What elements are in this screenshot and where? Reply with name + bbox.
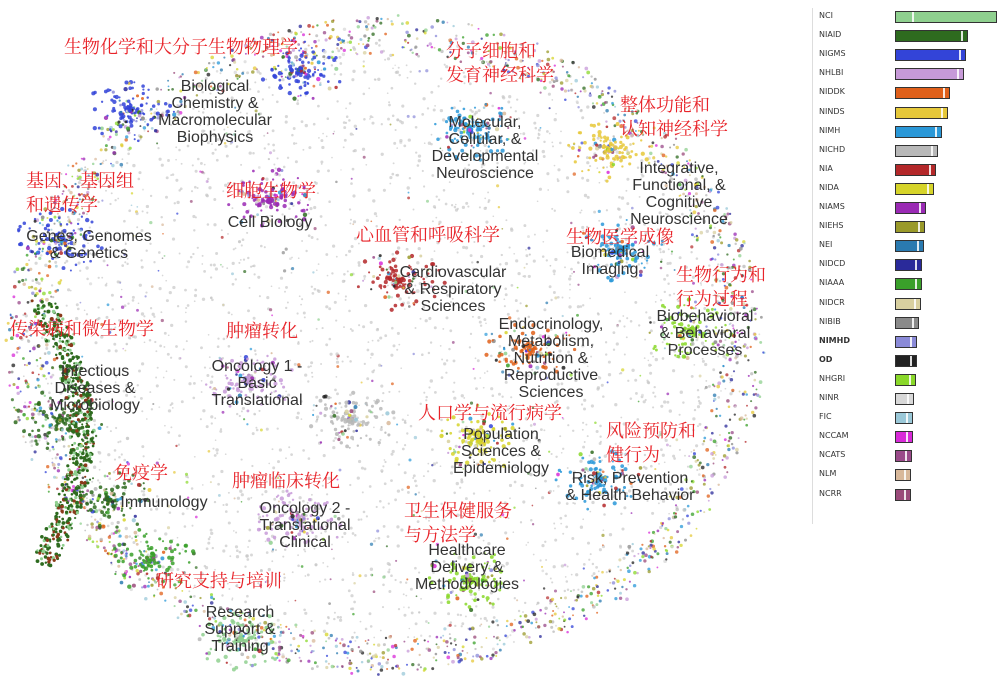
legend-bar-marker: [907, 394, 909, 404]
cluster-label-zh-risk-prevention: 风险预防和 健行为: [606, 421, 696, 466]
legend-bar-marker: [961, 31, 963, 41]
legend-bar-marker: [909, 375, 911, 385]
legend-label: NINDS: [819, 106, 845, 116]
legend-label: NEI: [819, 240, 833, 250]
legend-item-nidcd[interactable]: [813, 256, 1003, 275]
cluster-label-biobehavioral: Biobehavioral & Behavioral Processes: [656, 308, 754, 359]
cluster-label-biological-chemistry: Biological Chemistry & Macromolecular Biophysics: [158, 78, 272, 146]
legend-item-nigms[interactable]: [813, 46, 1003, 65]
legend-label: NCI: [819, 11, 833, 20]
legend-item-niams[interactable]: [813, 199, 1003, 218]
legend-bar: [895, 107, 948, 119]
institute-legend: [812, 8, 1006, 524]
cluster-label-biomedical-imaging: Biomedical Imaging: [570, 244, 650, 278]
legend-label: NIAAA: [819, 278, 845, 288]
cluster-label-infectious-diseases: Infectious Diseases & Microbiology: [50, 363, 140, 414]
legend-item-niehs[interactable]: [813, 218, 1003, 237]
legend-bar-marker: [941, 108, 943, 118]
legend-bar: [895, 259, 922, 271]
legend-item-fic[interactable]: [813, 409, 1003, 428]
legend-bar: [895, 87, 950, 99]
cluster-label-zh-molecular-neuroscience: 分子细胞和 发育神经科学: [446, 41, 554, 86]
legend-bar-marker: [904, 490, 906, 500]
legend-item-od[interactable]: [813, 352, 1003, 371]
cluster-label-genes-genomes: Genes, Genomes & Genetics: [26, 228, 152, 262]
legend-item-nida[interactable]: [813, 180, 1003, 199]
legend-item-nibib[interactable]: [813, 314, 1003, 333]
legend-label: NIMH: [819, 125, 841, 135]
legend-bar-marker: [935, 127, 937, 137]
cluster-label-zh-immunology: 免疫学: [114, 463, 168, 484]
cluster-label-oncology-2: Oncology 2 - Translational Clinical: [259, 500, 351, 551]
legend-bar: [895, 336, 917, 348]
legend-item-ninds[interactable]: [813, 104, 1003, 123]
legend-item-niaid[interactable]: [813, 27, 1003, 46]
legend-item-nei[interactable]: [813, 237, 1003, 256]
legend-label: NIAMS: [819, 202, 845, 211]
legend-label: NIA: [819, 163, 833, 173]
legend-bar: [895, 374, 916, 386]
cluster-label-zh-genes-genomes: 基因、基因组 和遗传学: [26, 171, 134, 216]
cluster-label-cell-biology: Cell Biology: [227, 214, 313, 231]
legend-label: NINR: [819, 393, 839, 402]
legend-bar: [895, 469, 911, 481]
legend-bar: [895, 126, 942, 138]
legend-label: NIEHS: [819, 221, 844, 231]
legend-bar: [895, 11, 997, 23]
legend-bar: [895, 30, 968, 42]
legend-bar-marker: [910, 356, 912, 366]
legend-label: NIAID: [819, 30, 842, 40]
legend-label: NIMHD: [819, 335, 850, 345]
legend-item-niaaa[interactable]: [813, 275, 1003, 294]
cluster-label-zh-biomedical-imaging: 生物医学成像: [566, 227, 674, 248]
legend-bar-marker: [919, 203, 921, 213]
legend-item-nimhd[interactable]: [813, 333, 1003, 352]
legend-label: NIDCR: [819, 297, 845, 307]
legend-label: NHLBI: [819, 68, 844, 78]
legend-bar-marker: [915, 279, 917, 289]
legend-bar-marker: [929, 165, 931, 175]
cluster-label-immunology: Immunology: [120, 494, 208, 511]
legend-item-nia[interactable]: [813, 161, 1003, 180]
legend-label: NIDA: [819, 182, 839, 192]
legend-label: NIDDK: [819, 87, 845, 97]
legend-bar-marker: [912, 12, 914, 22]
legend-bar-marker: [918, 222, 920, 232]
legend-item-nhgri[interactable]: [813, 371, 1003, 390]
cluster-label-zh-oncology-1: 肿瘤转化: [226, 321, 298, 342]
legend-label: NCRR: [819, 488, 842, 498]
legend-bar-marker: [914, 299, 916, 309]
legend-item-ncats[interactable]: [813, 447, 1003, 466]
cluster-label-zh-integrative-neuroscience: 整体功能和 认知神经科学: [620, 95, 728, 140]
legend-bar-marker: [959, 50, 961, 60]
cluster-label-zh-biological-chemistry: 生物化学和大分子生物物理学: [64, 37, 298, 58]
cluster-label-population-sciences: Population Sciences & Epidemiology: [452, 426, 550, 477]
legend-item-nci[interactable]: [813, 8, 1003, 27]
legend-bar-marker: [927, 184, 929, 194]
legend-item-niddk[interactable]: [813, 84, 1003, 103]
legend-label: FIC: [819, 412, 832, 422]
legend-item-nlm[interactable]: [813, 466, 1003, 485]
legend-bar: [895, 317, 919, 329]
legend-item-nichd[interactable]: [813, 142, 1003, 161]
legend-item-nimh[interactable]: [813, 123, 1003, 142]
legend-label: NIBIB: [819, 316, 841, 326]
cluster-label-zh-oncology-2: 肿瘤临床转化: [232, 471, 340, 492]
legend-bar-marker: [943, 88, 945, 98]
legend-bar-marker: [931, 146, 933, 156]
legend-bar: [895, 450, 912, 462]
legend-bar: [895, 298, 921, 310]
legend-bar: [895, 221, 925, 233]
cluster-label-integrative-neuroscience: Integrative, Functional, & Cognitive Neuroscience: [630, 160, 728, 228]
legend-item-nidcr[interactable]: [813, 295, 1003, 314]
legend-bar: [895, 68, 964, 80]
cluster-label-healthcare-delivery: Healthcare Delivery & Methodologies: [414, 542, 520, 593]
legend-bar-marker: [906, 432, 908, 442]
cluster-label-zh-biobehavioral: 生物行为和 行为过程: [676, 265, 766, 310]
cluster-label-zh-cardiovascular: 心血管和呼吸科学: [356, 225, 500, 246]
legend-bar: [895, 49, 966, 61]
legend-bar: [895, 183, 934, 195]
legend-item-ncrr[interactable]: [813, 486, 1003, 505]
legend-label: NCATS: [819, 450, 846, 460]
cluster-label-risk-prevention: Risk, Prevention & Health Behavior: [565, 470, 695, 504]
legend-bar-marker: [904, 470, 906, 480]
cluster-label-molecular-neuroscience: Molecular, Cellular, & Developmental Neuroscience: [431, 114, 539, 182]
legend-bar: [895, 393, 914, 405]
legend-bar: [895, 164, 936, 176]
cluster-label-zh-research-support: 研究支持与培训: [156, 571, 282, 592]
legend-bar-marker: [915, 260, 917, 270]
cluster-label-cardiovascular: Cardiovascular & Respiratory Sciences: [399, 264, 507, 315]
legend-label: NCCAM: [819, 431, 849, 441]
cluster-label-research-support: Research Support & Training: [204, 604, 276, 655]
legend-bar-marker: [917, 241, 919, 251]
legend-bar: [895, 489, 911, 501]
legend-bar: [895, 355, 917, 367]
legend-label: NIGMS: [819, 49, 846, 59]
legend-bar: [895, 278, 922, 290]
legend-item-nhlbi[interactable]: [813, 65, 1003, 84]
legend-bar: [895, 412, 913, 424]
legend-bar-marker: [910, 337, 912, 347]
cluster-label-oncology-1: Oncology 1 - Basic Translational: [211, 358, 303, 409]
legend-item-ninr[interactable]: [813, 390, 1003, 409]
legend-label: OD: [819, 354, 833, 364]
legend-bar: [895, 240, 924, 252]
legend-label: NIDCD: [819, 259, 846, 269]
legend-bar: [895, 431, 913, 443]
cluster-label-zh-cell-biology: 细胞生物学: [226, 181, 316, 202]
legend-bar-marker: [905, 451, 907, 461]
cluster-label-zh-infectious-diseases: 传染病和微生物学: [10, 319, 154, 340]
cluster-label-zh-population-sciences: 人口学与流行病学: [418, 403, 562, 424]
legend-bar-marker: [957, 69, 959, 79]
legend-item-nccam[interactable]: [813, 428, 1003, 447]
legend-label: NLM: [819, 469, 837, 479]
cluster-label-zh-healthcare-delivery: 卫生保健服务 与方法学: [404, 501, 512, 546]
legend-bar: [895, 145, 938, 157]
legend-bar: [895, 202, 926, 214]
cluster-label-endocrinology: Endocrinology, Metabolism, Nutrition & Reproductive Sciences: [498, 316, 604, 401]
legend-label: NICHD: [819, 144, 846, 154]
legend-bar-marker: [912, 318, 914, 328]
legend-label: NHGRI: [819, 373, 846, 383]
legend-bar-marker: [906, 413, 908, 423]
